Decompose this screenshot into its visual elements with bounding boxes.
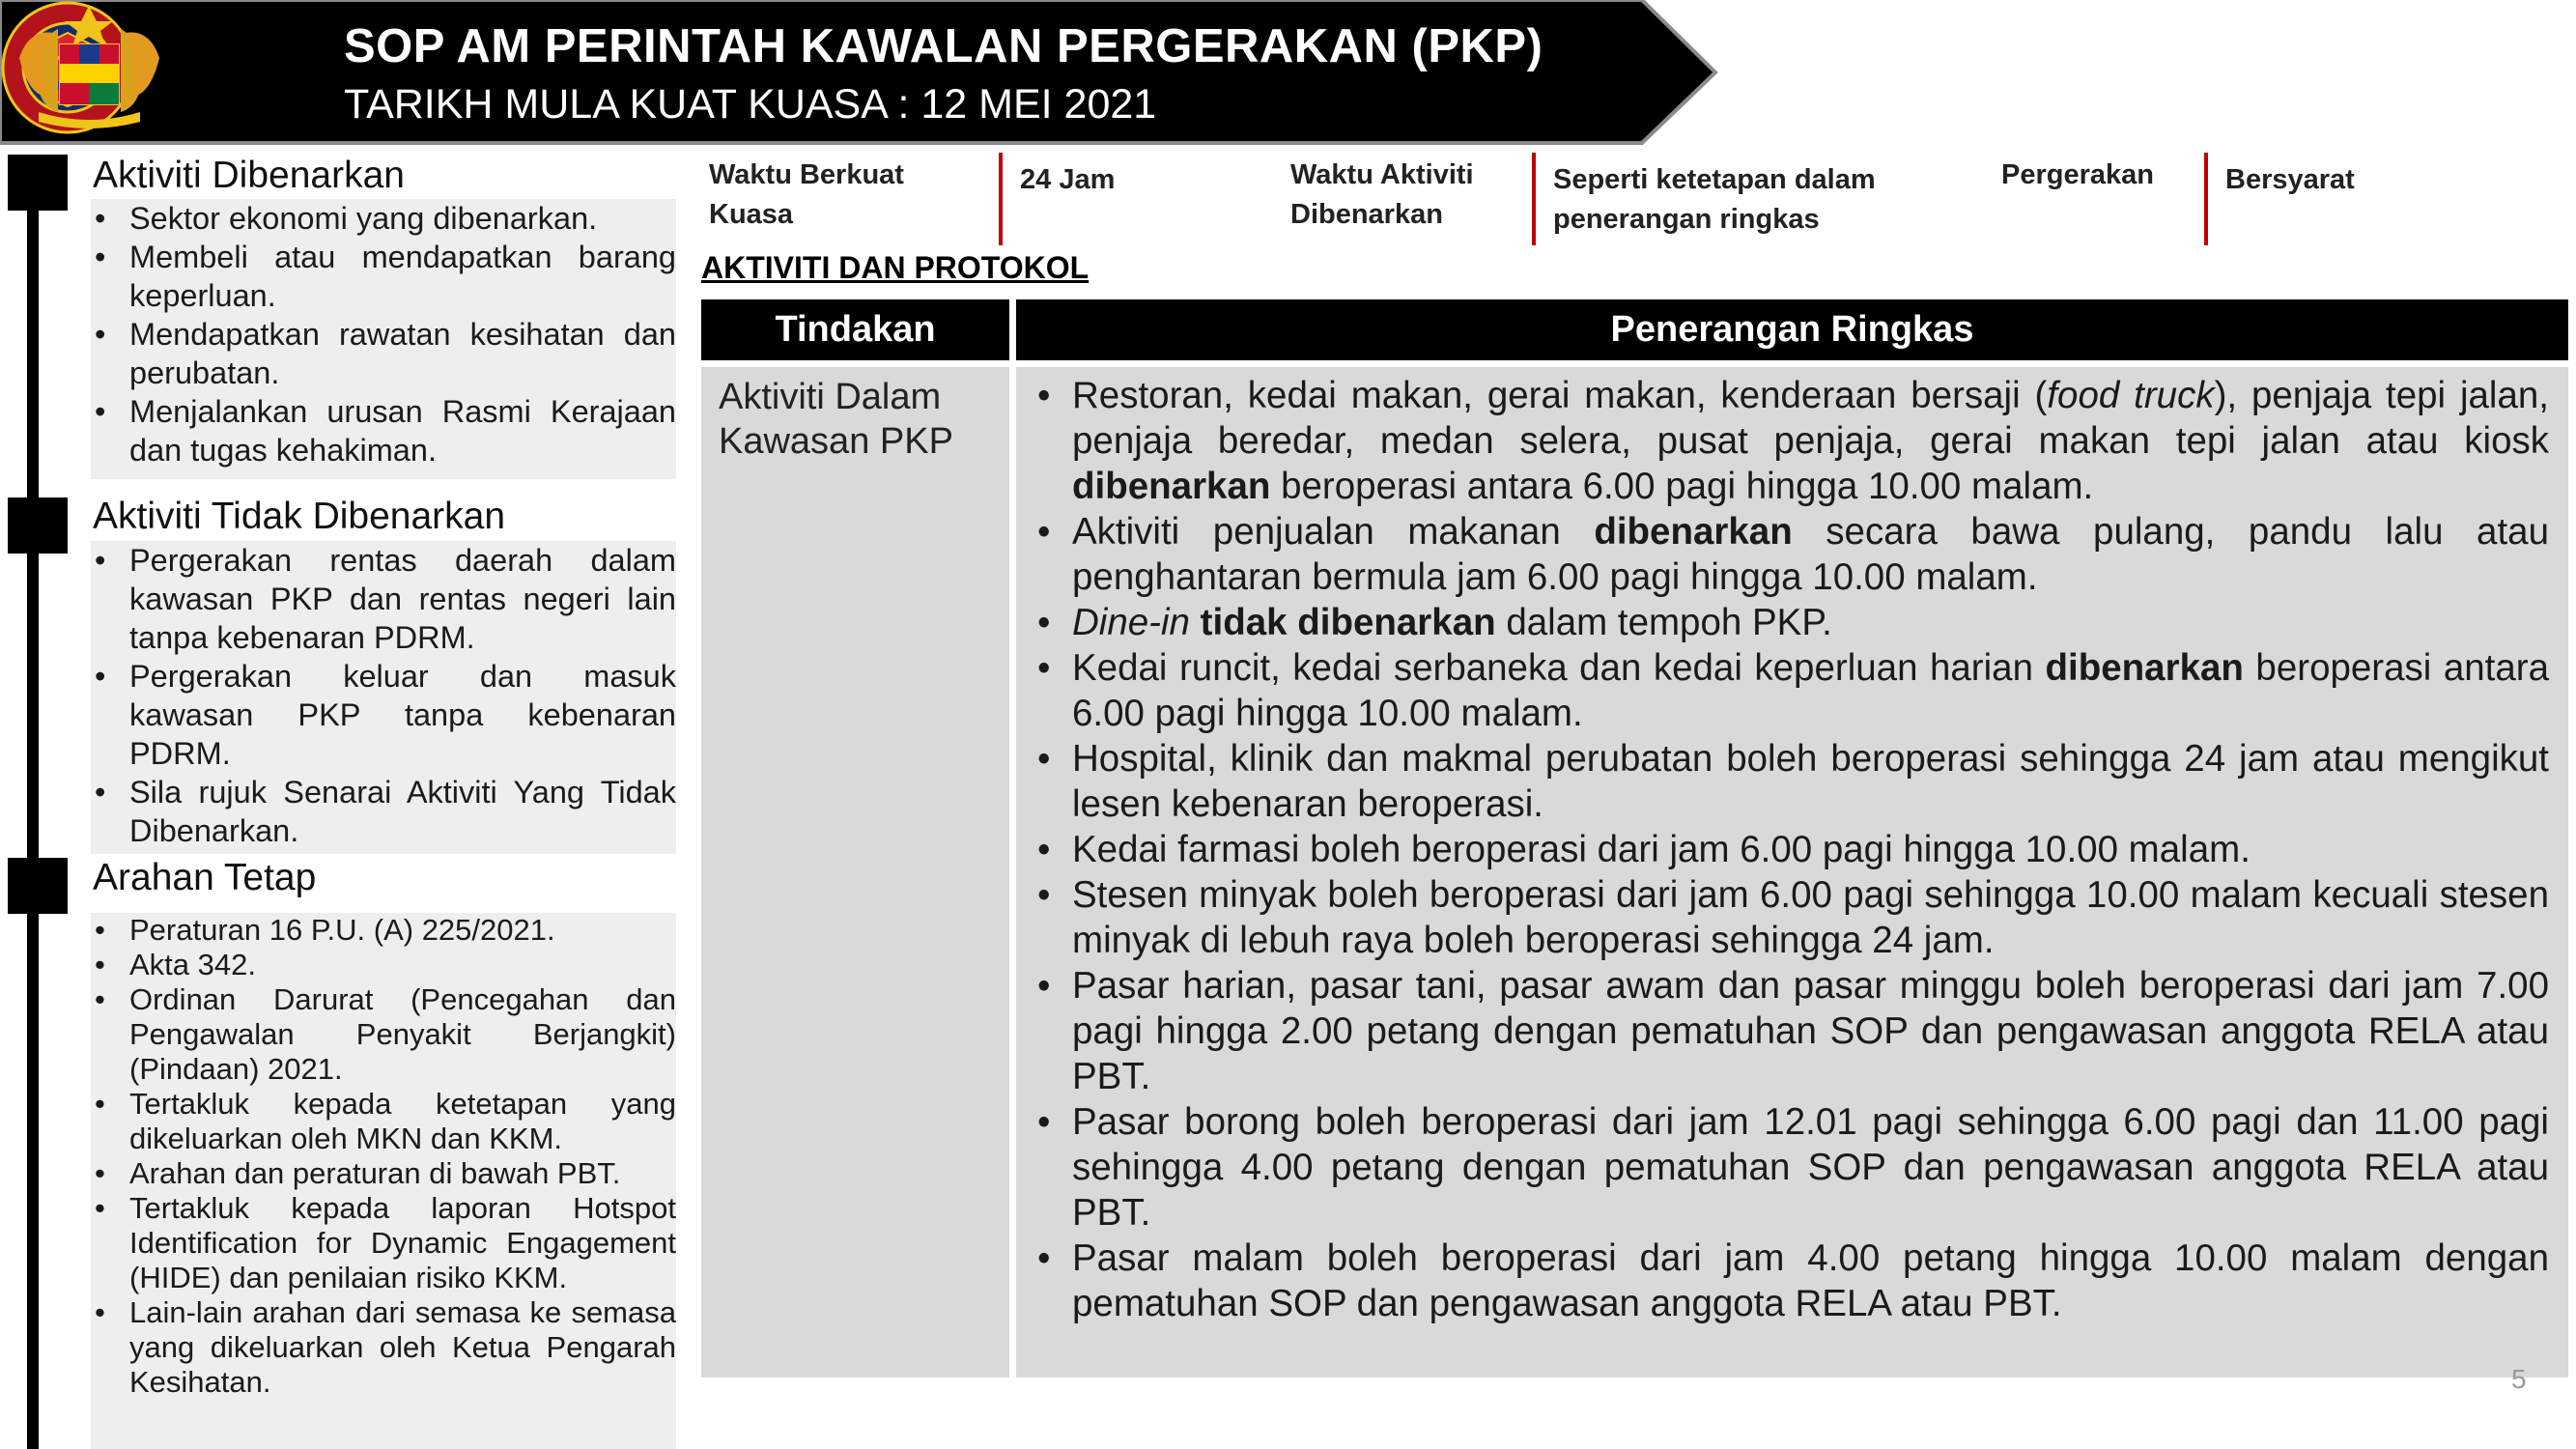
- row-label: Aktiviti Dalam Kawasan PKP: [719, 377, 953, 462]
- description-text: Dine-in: [1072, 602, 1190, 643]
- list-item: • Membeli atau mendapatkan barang keperluan.: [91, 238, 676, 315]
- page-number: 5: [2511, 1364, 2527, 1394]
- not-allowed-activities-list: [91, 541, 676, 850]
- list-item: • Menjalankan urusan Rasmi Kerajaan dan tugas kehakiman.: [91, 392, 676, 469]
- description-text: dibenarkan: [1594, 511, 1793, 553]
- description-list: [1035, 373, 2549, 1326]
- timeline-bar: [27, 155, 39, 1449]
- description-text: dibenarkan: [1072, 466, 1271, 507]
- description-text: Restoran, kedai makan, gerai makan, kenderaan bersaji (: [1072, 375, 2048, 416]
- description-item: [1035, 736, 2549, 827]
- description-text: Pasar malam boleh beroperasi dari jam 4.00 petang hingga 10.00 malam dengan pematuhan SOP dan pengawasan anggota RELA atau PBT.: [1072, 1237, 2549, 1324]
- activity-time-label: Waktu Aktiviti Dibenarkan: [1290, 159, 1474, 230]
- info-divider: [2204, 153, 2208, 245]
- effective-date-subtitle: TARIKH MULA KUAT KUASA : 12 MEI 2021: [344, 81, 1157, 128]
- list-item: • Pergerakan keluar dan masuk kawasan PKP tanpa kebenaran PDRM.: [91, 657, 676, 773]
- description-text: Pasar harian, pasar tani, pasar awam dan pasar minggu boleh beroperasi dari jam 7.00 pagi hingga 2.00 petang dengan pematuhan SOP dan pengawasan anggota RELA atau PBT.: [1072, 965, 2549, 1097]
- description-item: [1035, 509, 2549, 600]
- description-text: secara bawa pulang, pandu lalu atau penghantaran bermula jam 6.00 pagi hingga 10.00 malam.: [1072, 511, 2549, 598]
- description-item: [1035, 1236, 2549, 1326]
- page-title: SOP AM PERINTAH KAWALAN PERGERAKAN (PKP): [344, 20, 1543, 72]
- description-text: [1190, 602, 1201, 643]
- movement-label: Pergerakan: [2001, 159, 2154, 190]
- list-item: • Arahan dan peraturan di bawah PBT.: [91, 1156, 676, 1191]
- standing-orders-title: Arahan Tetap: [93, 857, 317, 898]
- description-text: tidak dibenarkan: [1200, 602, 1496, 643]
- standing-orders-list: [91, 913, 676, 1400]
- effective-time-label: Waktu Berkuat Kuasa: [709, 159, 904, 230]
- allowed-activities-list: [91, 199, 676, 469]
- effective-time-value: 24 Jam: [1020, 164, 1116, 195]
- table-header-action: Tindakan: [701, 299, 1009, 360]
- info-divider: [1532, 153, 1536, 245]
- description-item: [1035, 827, 2549, 872]
- list-item: • Lain-lain arahan dari semasa ke semasa yang dikeluarkan oleh Ketua Pengarah Kesihatan.: [91, 1295, 676, 1400]
- description-item: [1035, 600, 2549, 645]
- description-text: Kedai farmasi boleh beroperasi dari jam 6.00 pagi hingga 10.00 malam.: [1072, 829, 2250, 870]
- description-item: [1035, 645, 2549, 736]
- description-item: [1035, 872, 2549, 963]
- allowed-activities-box: [91, 199, 676, 479]
- list-item: • Sila rujuk Senarai Aktiviti Yang Tidak Dibenarkan.: [91, 773, 676, 850]
- list-item: • Mendapatkan rawatan kesihatan dan perubatan.: [91, 315, 676, 392]
- timeline-marker-not-allowed: [8, 497, 68, 554]
- info-divider: [999, 153, 1003, 245]
- description-text: food truck: [2047, 375, 2215, 416]
- description-text: Kedai runcit, kedai serbaneka dan kedai keperluan harian: [1072, 647, 2046, 689]
- list-item: • Tertakluk kepada ketetapan yang dikeluarkan oleh MKN dan KKM.: [91, 1087, 676, 1156]
- timeline-marker-allowed: [8, 155, 68, 211]
- malaysia-crest-logo: [0, 0, 179, 135]
- description-text: Pasar borong boleh beroperasi dari jam 12.01 pagi sehingga 6.00 pagi dan 11.00 pagi sehingga 4.00 petang dengan pematuhan SOP dan pengawasan anggota RELA atau PBT.: [1072, 1101, 2549, 1234]
- not-allowed-activities-box: [91, 541, 676, 854]
- table-cell-description: [1016, 367, 2568, 1378]
- table-cell-action: [701, 367, 1009, 1378]
- description-text: Hospital, klinik dan makmal perubatan boleh beroperasi sehingga 24 jam atau mengikut lesen kebenaran beroperasi.: [1072, 738, 2549, 825]
- description-text: beroperasi antara 6.00 pagi hingga 10.00 malam.: [1270, 466, 2094, 507]
- standing-orders-box: [91, 913, 676, 1449]
- list-item: • Sektor ekonomi yang dibenarkan.: [91, 199, 676, 238]
- table-header-description: Penerangan Ringkas: [1016, 299, 2568, 360]
- timeline-marker-standing-orders: [8, 858, 68, 914]
- description-text: Aktiviti penjualan makanan: [1072, 511, 1595, 553]
- activity-time-value: Seperti ketetapan dalam penerangan ringkas: [1553, 164, 1876, 235]
- movement-value: Bersyarat: [2225, 164, 2355, 195]
- list-item: • Pergerakan rentas daerah dalam kawasan PKP dan rentas negeri lain tanpa kebenaran PDRM.: [91, 541, 676, 657]
- description-item: [1035, 963, 2549, 1099]
- description-text: beroperasi antara 6.00 pagi hingga 10.00 malam.: [1072, 647, 2549, 734]
- list-item: • Tertakluk kepada laporan Hotspot Identification for Dynamic Engagement (HIDE) dan penilaian risiko KKM.: [91, 1191, 676, 1295]
- description-text: dalam tempoh PKP.: [1495, 602, 1832, 643]
- list-item: • Peraturan 16 P.U. (A) 225/2021.: [91, 913, 676, 948]
- description-text: ), penjaja tepi jalan, penjaja beredar, medan selera, pusat penjaja, gerai makan tepi jalan atau kiosk: [1072, 375, 2549, 462]
- header-banner: [0, 0, 1719, 145]
- activities-protocol-heading: AKTIVITI DAN PROTOKOL: [701, 250, 1090, 285]
- not-allowed-activities-title: Aktiviti Tidak Dibenarkan: [93, 496, 506, 537]
- description-text: Stesen minyak boleh beroperasi dari jam 6.00 pagi sehingga 10.00 malam kecuali stesen minyak di lebuh raya boleh beroperasi sehingga 24 jam.: [1072, 874, 2549, 961]
- description-item: [1035, 373, 2549, 509]
- allowed-activities-title: Aktiviti Dibenarkan: [93, 155, 405, 196]
- description-text: dibenarkan: [2045, 647, 2244, 689]
- description-item: [1035, 1099, 2549, 1236]
- list-item: • Akta 342.: [91, 948, 676, 982]
- list-item: • Ordinan Darurat (Pencegahan dan Pengawalan Penyakit Berjangkit) (Pindaan) 2021.: [91, 982, 676, 1087]
